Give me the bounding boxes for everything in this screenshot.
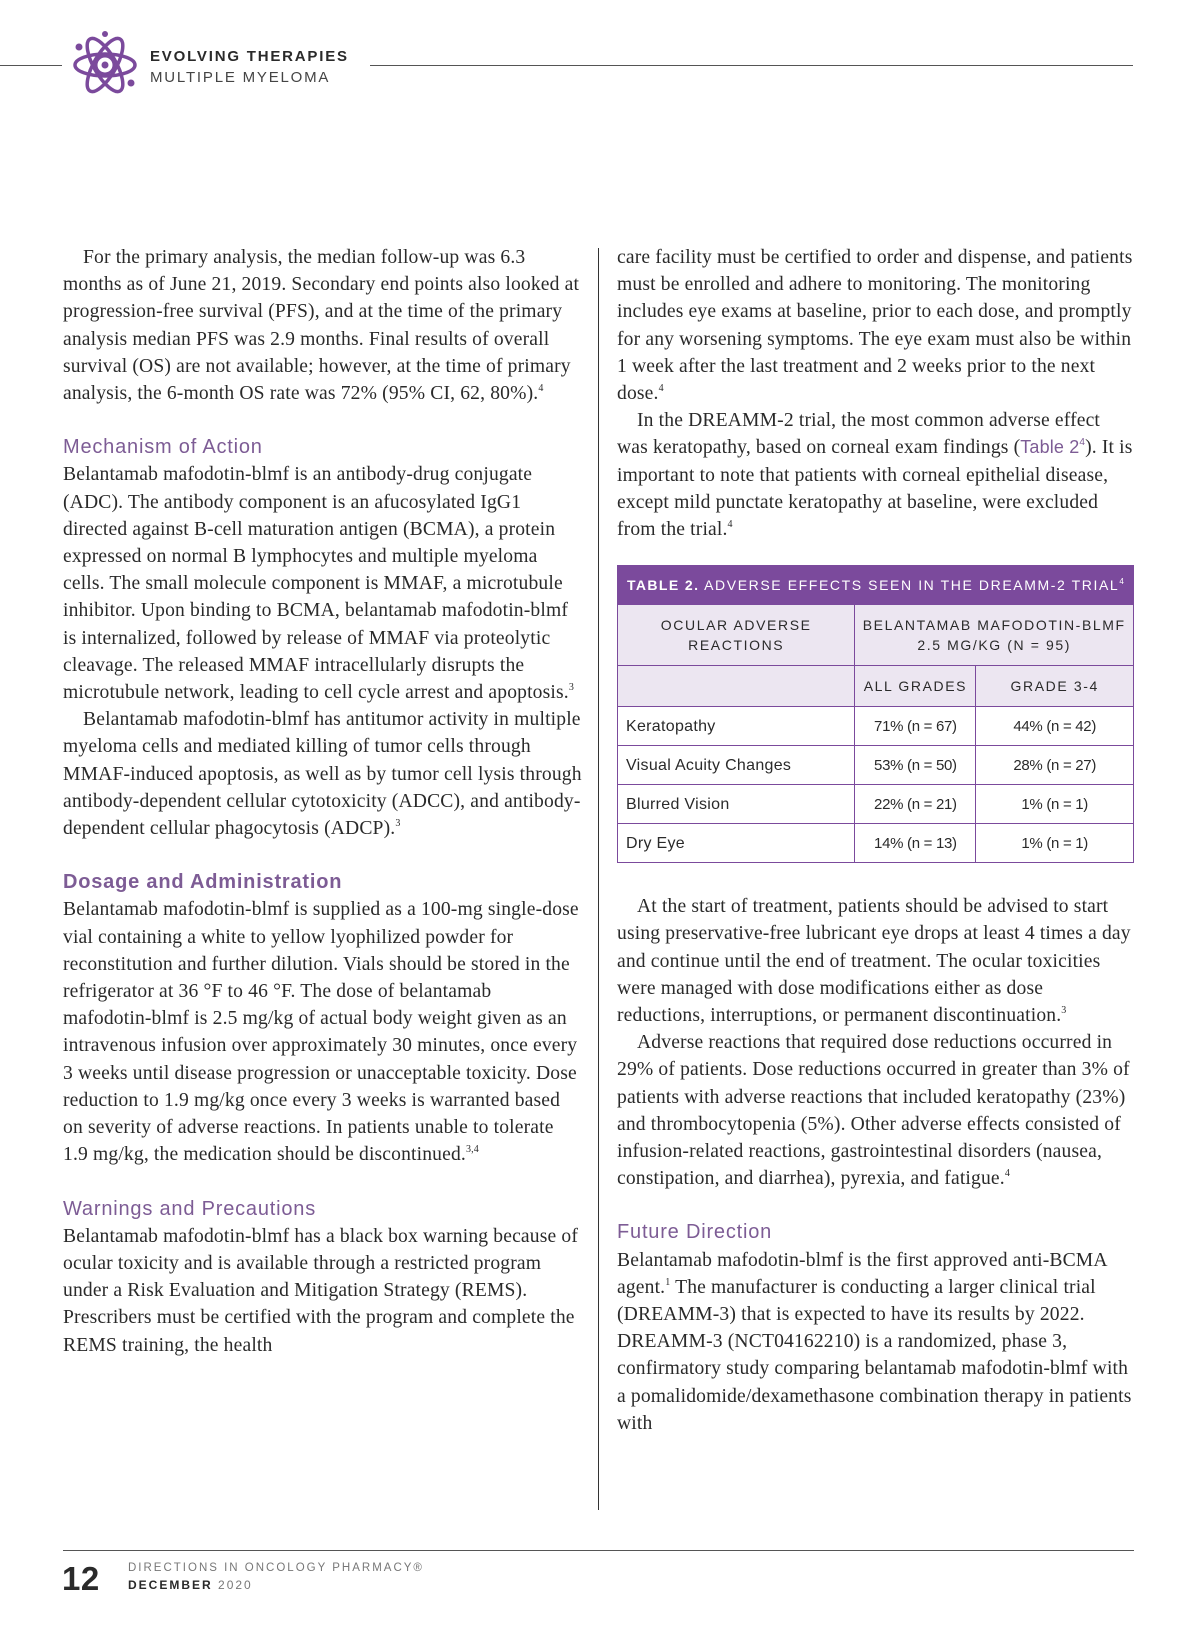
all-grades-cell: 22% (n = 21) bbox=[855, 785, 976, 824]
table-title: TABLE 2. ADVERSE EFFECTS SEEN IN THE DREAMM-2 TRIAL$^4$ bbox=[618, 566, 1133, 604]
right-column bbox=[617, 244, 1134, 1437]
paragraph: Belantamab mafodotin-blmf is the first approved anti-BCMA agent.$^1$ The manufacturer is conducting a larger clinical trial (DREAMM-3) that is expected to have its results by 2022. DREAMM-3 (NCT04162210) is a randomized, phase 3, confirmatory study comparing belantamab mafodotin-blmf with a pomalidomide/dexamethasone combination therapy in patients with bbox=[617, 1249, 1132, 1434]
table-row bbox=[618, 707, 1133, 746]
table-reference-link[interactable]: Table $2^4$ bbox=[1020, 437, 1086, 458]
reaction-cell: Dry Eye bbox=[618, 824, 855, 863]
footer-rule bbox=[63, 1550, 1134, 1551]
header-rule-right bbox=[370, 65, 1133, 66]
all-grades-cell: 14% (n = 13) bbox=[855, 824, 976, 863]
citation: 4 bbox=[1004, 1168, 1010, 1180]
citation: 3 bbox=[1061, 1005, 1067, 1017]
grade-3-4-cell: 44% (n = 42) bbox=[976, 707, 1133, 746]
adverse-effects-table bbox=[617, 565, 1134, 863]
column-header-reactions: OCULAR ADVERSE REACTIONS bbox=[618, 605, 855, 666]
atom-logo-icon bbox=[70, 30, 140, 100]
left-column bbox=[63, 244, 583, 1359]
grade-3-4-cell: 1% (n = 1) bbox=[976, 785, 1133, 824]
citation: 3,4 bbox=[465, 1144, 479, 1156]
header-rule-left bbox=[0, 65, 62, 66]
paragraph: At the start of treatment, patients should be advised to start using preservative-free lubricant eye drops at least 4 times a day and continue until the end of treatment. The ocular toxicities were managed with dose modifications either as dose reductions, interruptions, or permanent discontinuation.$^3$ bbox=[617, 896, 1131, 1027]
paragraph: Belantamab mafodotin-blmf has antitumor activity in multiple myeloma cells and mediated killing of tumor cells through MMAF-induced apoptosis, as well as by tumor cell lysis through antibody-dependent cellular cytotoxicity (ADCC), and antibody-dependent cellular phagocytosis (ADCP).$^3$ bbox=[63, 709, 582, 840]
citation: 4 bbox=[658, 383, 664, 395]
subheader-all-grades: ALL GRADES bbox=[855, 666, 976, 707]
section-subtitle: MULTIPLE MYELOMA bbox=[150, 69, 331, 86]
citation: 3 bbox=[395, 818, 401, 830]
paragraph: Belantamab mafodotin-blmf is an antibody-drug conjugate (ADC). The antibody component is an afucosylated IgG1 directed against B-cell maturation antigen (BCMA), a protein expressed on normal B lymphocytes and multiple myeloma cells. The small molecule component is MMAF, a microtubule inhibitor. Upon binding to BCMA, belantamab mafodotin-blmf is internalized, followed by release of MMAF via proteolytic cleavage. The released MMAF intracellularly disrupts the microtubule network, leading to cell cycle arrest and apoptosis.$^3$ bbox=[63, 464, 574, 704]
table-grid bbox=[618, 604, 1133, 862]
heading-dosage: Dosage and Administration bbox=[63, 871, 343, 894]
paragraph: Belantamab mafodotin-blmf has a black box warning because of ocular toxicity and is available through a restricted program under a Risk Evaluation and Mitigation Strategy (REMS). Prescribers must be certified with the program and complete the REMS training, the health bbox=[63, 1225, 579, 1356]
citation: 3 bbox=[568, 682, 574, 694]
paragraph: In the DREAMM-2 trial, the most common adverse effect was keratopathy, based on corneal exam findings (Table $2^4$). It is important to note that patients with corneal epithelial disease, except mild punctate keratopathy at baseline, were excluded from the trial.$^4$ bbox=[617, 410, 1133, 541]
paragraph: care facility must be certified to order and dispense, and patients must be enrolled and adhere to monitoring. The monitoring includes eye exams at baseline, prior to each dose, and promptly for any worsening symptoms. The eye exam must also be within 1 week after the last treatment and 2 weeks prior to the next dose.$^4$ bbox=[617, 247, 1133, 405]
grade-3-4-cell: 28% (n = 27) bbox=[976, 746, 1133, 785]
reaction-cell: Blurred Vision bbox=[618, 785, 855, 824]
table-row bbox=[618, 824, 1133, 863]
empty-header-cell bbox=[618, 666, 855, 707]
page-number: 12 bbox=[62, 1560, 100, 1597]
issue-date: DECEMBER 2020 bbox=[128, 1578, 253, 1592]
subheader-grade-3-4: GRADE 3-4 bbox=[976, 666, 1133, 707]
citation: 4 bbox=[727, 519, 733, 531]
all-grades-cell: 71% (n = 67) bbox=[855, 707, 976, 746]
heading-mechanism: Mechanism of Action bbox=[63, 436, 263, 459]
heading-warnings: Warnings and Precautions bbox=[63, 1197, 317, 1220]
grade-3-4-cell: 1% (n = 1) bbox=[976, 824, 1133, 863]
citation: 1 bbox=[665, 1276, 671, 1288]
table-row bbox=[618, 746, 1133, 785]
table-row bbox=[618, 785, 1133, 824]
column-header-dose: BELANTAMAB MAFODOTIN-BLMF 2.5 MG/KG (N = 95) bbox=[855, 605, 1133, 666]
paragraph: Adverse reactions that required dose reductions occurred in 29% of patients. Dose reductions occurred in greater than 3% of patients with adverse reactions that included keratopathy (23%) and thrombocytopenia (5%). Other adverse effects consisted of infusion-related reactions, gastrointestinal disorders (nausea, constipation, and diarrhea), pyrexia, and fatigue.$^4$ bbox=[617, 1032, 1130, 1190]
reaction-cell: Visual Acuity Changes bbox=[618, 746, 855, 785]
all-grades-cell: 53% (n = 50) bbox=[855, 746, 976, 785]
citation: 4 bbox=[538, 383, 544, 395]
paragraph: For the primary analysis, the median follow-up was 6.3 months as of June 21, 2019. Secondary end points also looked at progression-free survival (PFS), and at the time of the primary analysis median PFS was 2.9 months. Final results of overall survival (OS) are not available; however, at the time of primary analysis, the 6-month OS rate was 72% (95% CI, 62, 80%).$^4$ bbox=[63, 247, 580, 405]
reaction-cell: Keratopathy bbox=[618, 707, 855, 746]
publication-name: DIRECTIONS IN ONCOLOGY PHARMACY® bbox=[128, 1562, 424, 1574]
section-title: EVOLVING THERAPIES bbox=[150, 48, 349, 65]
heading-future: Future Direction bbox=[617, 1221, 773, 1244]
paragraph: Belantamab mafodotin-blmf is supplied as a 100-mg single-dose vial containing a white to yellow lyophilized powder for reconstitution and further dilution. Vials should be stored in the refrigerator at 36 °F to 46 °F. The dose of belantamab mafodotin-blmf is 2.5 mg/kg of actual body weight given as an intravenous infusion over approximately 30 minutes, once every 3 weeks until disease progression or unacceptable toxicity. Dose reduction to 1.9 mg/kg once every 3 weeks is warranted based on severity of adverse reactions. In patients unable to tolerate 1.9 mg/kg, the medication should be discontinued.$^{3,4}$ bbox=[63, 899, 579, 1166]
column-divider bbox=[598, 248, 599, 1510]
